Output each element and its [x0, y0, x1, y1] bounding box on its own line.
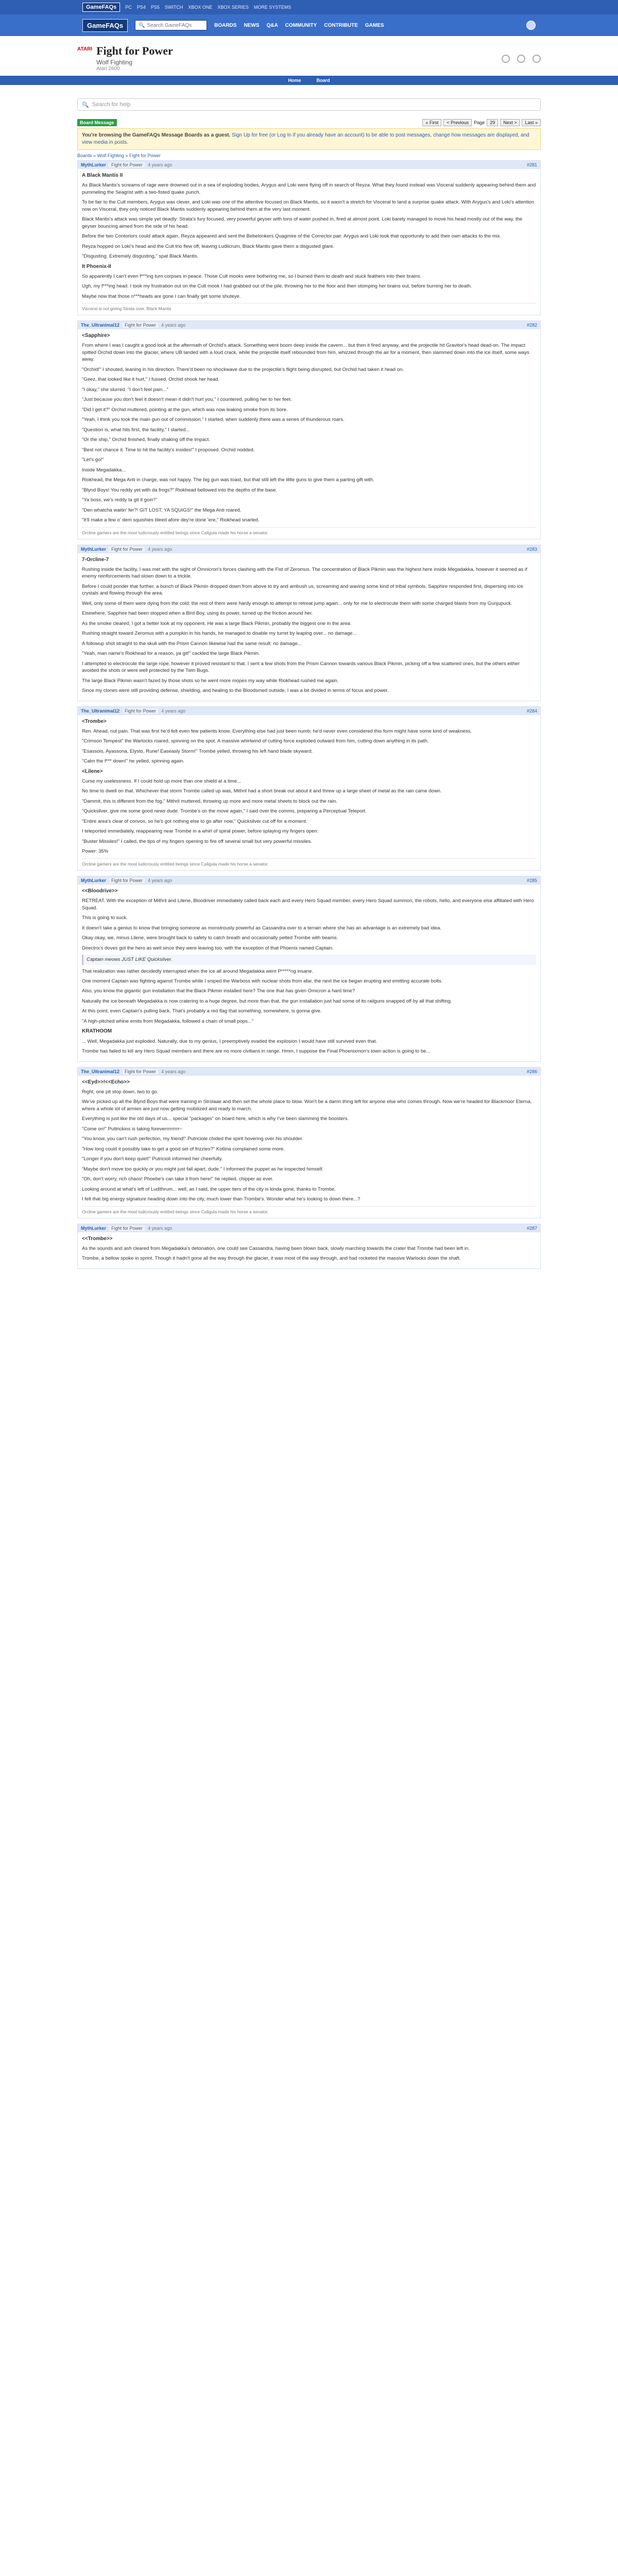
rating-icon[interactable] [517, 55, 525, 63]
post-title: <Sapphire> [82, 333, 110, 339]
post-paragraph: "Orchid!" I shouted, leaning in his direction. There'd been no shockwave due to the projectile's flight being disrupted, but Orchid had taken it head on. [82, 366, 404, 372]
post-paragraph: "Esassois, Ayassona, Elysto, Rune! Easeasly Storm!" Trombe yelled, throwing his left hand blade skyward. [82, 748, 313, 754]
post-paragraph: "Buster Missiles!" I called, the tips of my fingers opening to fire off several small but very powerful missiles. [82, 838, 312, 844]
post-subtitle: It Phoenix-II [82, 263, 111, 269]
post-paragraph: I teleported immediately, reappearing near Trombe in a whirl of spiral power, before splaying my fingers open: [82, 828, 319, 835]
message-post [77, 320, 541, 539]
post-paragraph: "Longer if you don't keep quiet!" Putricioli informed her cheerfully. [82, 1156, 223, 1162]
platform-pc[interactable]: PC [125, 5, 132, 10]
post-author[interactable]: MythLurker [81, 546, 107, 552]
board-search-input[interactable] [77, 98, 541, 111]
page-select[interactable]: 29 [487, 119, 498, 126]
post-paragraph: RETREAT. With the exception of Mithril and Lilene, Bloodriver immediately called back each and every Hero Squad member, every Hero Squad summon, the robots, hello, and everyone else affiliated with Hero Squad. [82, 898, 534, 911]
post-paragraph: Ugh, my f***ing head. I took my frustration out on the Cult mook I had grabbed out of the pile, throwing her to the floor and then stomping her brains out, before burning her to death. [82, 283, 472, 290]
post-paragraph: Inside Megadakka... [82, 467, 126, 473]
post-paragraph: Ren. Ahead, nut pain. That was first he'd felt even few patients know. Everything else had just been numb; he'd never even considered this form might have some kind of weakness. [82, 728, 472, 734]
post-paragraph: No time to dwell on that. Whichever that storm Trombe called up was, Mithril had a short break out about it and threw up a large sheet of metal as the rain came down. [82, 788, 442, 794]
publisher-logo: ATARI [77, 46, 93, 52]
post-paragraph: At this point, even Captain's pulling back. That's probably a red flag that something, somewhere, is gonna give. [82, 1008, 322, 1014]
post-paragraph: "Yeah, I think you took the main gun out of commission." I started, when suddenly there was a series of thunderous roars. [82, 417, 345, 423]
post-date: 4 years ago [148, 546, 173, 552]
post-signature: Visceral is not giving Strata over, Black Mantis [82, 303, 536, 312]
signup-link[interactable]: Sign Up for free (or Log In if you already have an account) to be able to post messages, change how messages are displayed, and view media in posts. [82, 132, 529, 145]
tab-home[interactable]: Home [288, 78, 301, 83]
page-title[interactable]: Fight for Power [96, 44, 173, 57]
nav-contribute[interactable]: CONTRIBUTE [324, 22, 358, 28]
post-number[interactable]: #287 [526, 1225, 537, 1231]
post-paragraph: "Maybe don't move too quickly or you might just fall apart, dude." I informed the puppet as he inspected himself. [82, 1166, 324, 1172]
post-paragraph: So apparently I can't even f***ing turn corpses in peace. Those Cult mooks were bothering me, so I burned them to death and stuck feathers into their brains. [82, 273, 422, 279]
page-label: Page [474, 120, 485, 125]
post-subtitle: <Lilene> [82, 768, 103, 774]
platform-xbox-series[interactable]: XBOX SERIES [217, 5, 249, 10]
post-paragraph: Curse my uselessness. If I could hold up more than one shield at a time... [82, 778, 241, 784]
post-paragraph: "Disgusting. Extremely disgusting," spat Black Mantis. [82, 253, 199, 260]
message-post [77, 1067, 541, 1218]
post-paragraph: "Did I get it?" Orchid muttered, pointing at the gun, which was now leaking smoke from its bore. [82, 406, 288, 413]
post-paragraph: Naturally the ice beneath Megadakka is now cratering to a huge degree, but more than that, the gun installation just had some of its railguns snapped off by all that shifting. [82, 998, 452, 1004]
post-paragraph: This is going to suck. [82, 915, 128, 921]
main-nav [0, 14, 618, 36]
post-paragraph: Well, only some of them were dying from the cold; the rest of them were hardy enough to attempt to retreat jump again... only for me to electrocute them with some charged blasts from my Gunjupuck. [82, 600, 512, 606]
post-title: <<Trombe>> [82, 1235, 113, 1242]
status-badge: Board Message [77, 119, 117, 126]
post-title: <<Bloodrive>> [82, 888, 118, 894]
post-paragraph: ... Well, Megadakka just exploded. Naturally, due to my genius, I preemptively evaded the explosion I would have still survived even that. [82, 1038, 377, 1044]
post-paragraph: A followup shot straight to the skull with the Prism Cannon likewise had the same result: no damage... [82, 640, 302, 647]
game-subtitle: Wolf Fighting [96, 59, 132, 66]
post-number[interactable]: #286 [526, 1069, 537, 1074]
post-sound-effect: KRATHOOM [82, 1028, 112, 1035]
post-paragraph: Trombe, a bellow spoke in sprint. Though it hadn't gone all the way through the glacier, it was most of the way through, and had rocketed the massive Warlocks down the shaft. [82, 1256, 461, 1262]
post-paragraph: The large Black Pikmin wasn't fazed by those shots so he went more mopes my way while Riokhead rushed me again. [82, 677, 339, 684]
guest-notice [77, 128, 541, 150]
post-topic: Fight for Power [109, 547, 145, 552]
platform-more[interactable]: MORE SYSTEMS [253, 5, 291, 10]
platform-ps4[interactable]: PS4 [136, 5, 146, 10]
post-paragraph: As the smoke cleared, I got a better look at my opponent. He was a large Black Pikmin, probably the biggest one in the area. [82, 620, 352, 626]
nav-games[interactable]: GAMES [365, 22, 384, 28]
post-paragraph: "Calm the f*** down!" he yelled, spinning again. [82, 758, 184, 765]
post-topic: Fight for Power [109, 1226, 145, 1231]
nav-boards[interactable]: BOARDS [214, 22, 237, 28]
post-paragraph: "Oh, don't worry, rich chaos! Phoebe's can take it from here!" he replied, chipper as ever. [82, 1176, 273, 1182]
post-title: 7-Orcline-7 [82, 556, 109, 563]
post-paragraph: "Question is, what hits first, the facility," I started... [82, 427, 190, 433]
message-post [77, 160, 541, 315]
post-quote: Captain meows JUST LIKE Quicksilver. [82, 955, 536, 964]
post-paragraph: Black Mantis's attack was simple yet deadly: Strata's fury focused, very powerful geyser with tons of water pushed in, fired at almost point. Loki barely managed to move his head mostly out of the way, the geyser bouncing aimed from the side of his head. [82, 216, 523, 229]
collection-icon[interactable] [533, 55, 541, 63]
game-platform: Atari 2600 [96, 66, 120, 72]
first-page-button[interactable]: « First [422, 119, 441, 126]
nav-news[interactable]: NEWS [244, 22, 260, 28]
post-paragraph: Rushing inside the facility, I was met with the sight of Omnicron's forces clashing with the Fist of Zeromus. The concentration of Black Pikmin was the highest here inside Megadakka, however it seemed as if enemy reinforcements had slown down to a trickle. [82, 566, 527, 580]
tab-board[interactable]: Board [316, 78, 330, 83]
post-topic: Fight for Power [109, 878, 145, 883]
post-paragraph: I attempted to electrocute the large rope, however it proved resistant to that. I sent a few shots from the Prism Cannon towards various Black Pikmin, picking off a few scattered ones, but the others either avoided the shots or were well protected by the Twin Bugs. [82, 660, 520, 674]
post-author[interactable]: MythLurker [81, 1225, 107, 1231]
message-post [77, 1224, 541, 1269]
post-paragraph: Everything is just like the old days of us... special "packages" on board here, which is why I've been slamming the boosters. [82, 1116, 349, 1122]
post-paragraph: "Come on!" Puttrickins is taking foreverrrrrrrrr~ [82, 1126, 182, 1132]
post-paragraph: Looking around at what's left of Ludlthrum... well, as I said, the upper tiers of the city is kinda gone, thanks to Trombe. [82, 1186, 336, 1192]
avatar[interactable] [526, 21, 536, 30]
platform-ps5[interactable]: PS5 [150, 5, 160, 10]
board-search-placeholder: Search for help [92, 101, 131, 108]
post-paragraph: "Blynd Boys! You reddy yet with da frogs?" Riokhead bellowed into the depths of the base. [82, 487, 278, 493]
site-logo[interactable]: GameFAQs [82, 19, 128, 32]
post-paragraph: That realization was rather decidedly interrupted when the ice all around Megadakka went P*****ng insane. [82, 968, 313, 974]
post-topic: Fight for Power [123, 1069, 158, 1074]
post-paragraph: I felt that big energy signature heading down into the city, much lower than Trombe's. Wonder what he's looking to down there...? [82, 1196, 360, 1202]
post-paragraph: It doesn't take a genius to know that bringing someone as monstrously powerful as Cassandra over to a terrain where she has an advantage is an extremely bad idea. [82, 925, 441, 931]
post-paragraph: "Yeah, man name's Riokhead for a reason, ya git!" cackled the large Black Pikmin. [82, 651, 260, 657]
post-paragraph: "Den whatcha waitin' fer?! GIT LOST, YA SQUIGS!" the Mega Anti roared. [82, 507, 242, 513]
post-paragraph: Directrix's doves got the hero as well since they were leaving too, with the exception of that Phoenix named Captain. [82, 945, 334, 951]
search-icon: 🔍 [139, 22, 145, 28]
nav-qa[interactable]: Q&A [266, 22, 278, 28]
post-signature: Orcline gamers are the most ludicrously entitled beings since Caligula made his horse a senator. [82, 858, 536, 867]
prev-page-button[interactable]: < Previous [443, 119, 472, 126]
post-paragraph: Okay okay, we, minus Lilene, were brought back to safety to catch breath and occasionally pelted Trombe with beams. [82, 935, 338, 941]
platform-switch[interactable]: SWITCH [164, 5, 183, 10]
post-author[interactable]: The_Ultranimal12 [81, 1069, 120, 1074]
message-post [77, 545, 541, 701]
post-paragraph: "Ya boss, we's reddy ta git it goin'!" [82, 497, 158, 503]
post-date: 4 years ago [148, 162, 173, 167]
post-paragraph: "Entire area's clear of convos, so he's got nothing else to go after now," Quicksilver cut off for a moment. [82, 818, 307, 824]
post-paragraph: One moment Captain was fighting against Trombe while I sniped the Warboss with nuclear shots from afar, the next the ice began erupting and emitting accurate bolts. [82, 978, 443, 984]
post-number[interactable]: #282 [526, 323, 537, 328]
post-date: 4 years ago [161, 323, 186, 328]
post-paragraph: Maybe now that those n***heads are gone I can finally get some shuteye. [82, 293, 241, 299]
nav-community[interactable]: COMMUNITY [285, 22, 317, 28]
post-number[interactable]: #281 [526, 162, 537, 167]
post-paragraph: As Black Mantis's screams of rage were drowned out in a sea of exploding bodies, Arygus and Loki were flying off in search of Reyza. What they found instead was Visceral suddenly appearing behind them and pummeling the Seagrist with a two-fisted quake punch. [82, 182, 536, 195]
post-title: A Black Mantis II [82, 173, 123, 178]
post-paragraph: From where I was I caught a good look at the aftermath of Orchid's attack. Something went boom deep inside the cavern... but then it fired anyway, and the projectile hit Gravitor's head dead-on. The impact spitted Orchid down into the glacier, where UB landed with a loud crack, while the projectile itself rebounded from him, whizzed through the air for a moment, then slammed down into the ice itself, some ways away. [82, 343, 529, 363]
search-icon: 🔍 [82, 101, 89, 108]
post-paragraph: To be fair to the Cult members, Arygus was clever, and Loki was one of the attentive focused on Black Mantis, so it wasn't a stretch for Visceral to land a surprise quake attack. With Arygus's and Loki's attention now on Visceral, they only noticed Black Mantis suddenly appearing behind them at the very last moment. [82, 199, 535, 212]
post-paragraph: "It'll make a few o' dem squishies bleed afore dey're done 'ere," Riokhead snarled. [82, 517, 260, 523]
post-paragraph: "Dammit, this is different from the fog," Mithril muttered, throwing up more and more metal sheets to block out the rain. [82, 798, 338, 804]
platform-xbox-one[interactable]: XBOX ONE [188, 5, 213, 10]
message-post [77, 876, 541, 1062]
last-page-button[interactable]: Last » [522, 119, 541, 126]
post-author[interactable]: The_Ultranimal12 [81, 323, 120, 328]
post-date: 4 years ago [148, 877, 173, 883]
post-date: 4 years ago [161, 1069, 186, 1074]
favorite-icon[interactable] [502, 55, 510, 63]
post-paragraph: Trombe has failed to kill any Hero Squad members and there are no more civilians in range. Hmm, I suppose the Final Phoenixmon's town action is going to be... [82, 1048, 431, 1055]
post-signature: Orcline gamers are the most ludicrously entitled beings since Caligula made his horse a senator. [82, 1206, 536, 1215]
post-paragraph: Right, one pit stop down, two to go. [82, 1089, 159, 1095]
game-tabs [0, 76, 618, 85]
platform-bar [0, 0, 618, 14]
message-post [77, 706, 541, 871]
post-number[interactable]: #283 [526, 546, 537, 552]
post-topic: Fight for Power [109, 162, 145, 167]
post-date: 4 years ago [161, 708, 186, 714]
post-number[interactable]: #285 [526, 877, 537, 883]
post-paragraph: "I okay," she slurred. "I don't feel pain..." [82, 386, 168, 393]
post-paragraph: "Quicksilver, give me some good news dude. Trombe's on the move again," I said over the comms, preparing a Perceptual Teleport. [82, 808, 367, 815]
next-page-button[interactable]: Next > [500, 119, 520, 126]
post-paragraph: Rushing straight toward Zeromus with a pumpkin in his hands, he managed to disable my turret by leaping over... no damage... [82, 631, 357, 637]
breadcrumb[interactable]: Boards » Wolf Fighting » Fight for Power [77, 153, 161, 158]
post-paragraph: "Or the ship," Orchid finished, finally shaking off the impact. [82, 437, 210, 443]
pagination [77, 119, 541, 126]
post-paragraph: "Geez, that looked like it hurt," I fussed. Orchid shook her head. [82, 377, 220, 383]
post-author[interactable]: The_Ultranimal12 [81, 708, 120, 714]
post-paragraph: "How long could it possibly take to get a good set of frizzies?" Kotlina complained some more. [82, 1146, 285, 1152]
post-paragraph: "Let's go!" [82, 457, 104, 463]
post-number[interactable]: #284 [526, 708, 537, 714]
post-paragraph: Riokhead, the Mega Anti in charge, was not happy. The big gun was toast, but that still left the little guns to give them a parting gift with. [82, 477, 374, 483]
post-paragraph: Since my clones were still providing defense, shielding, and healing to the Bloodsmed outside, I was a bit divided in terms of focus and power. [82, 688, 389, 694]
post-date: 4 years ago [148, 1225, 173, 1231]
post-author[interactable]: MythLurker [81, 877, 107, 883]
post-signature: Orcline gamers are the most ludicrously entitled beings since Caligula made his horse a senator. [82, 527, 536, 536]
post-paragraph: Reyza hopped on Loki's head and the Cult trio flew off, leaving Ludlicrum, Black Mantis gave them a disgusted glare. [82, 243, 335, 249]
post-paragraph: Power: 35% [82, 849, 109, 855]
game-header [77, 36, 541, 76]
post-paragraph: Before the two Contoriors could attack again, Reyza appeared and sent the Bebelonkers Quagmire of the Corrector pair. Arygus and Loki took that opportunity to add their own attacks to the mix. [82, 233, 502, 240]
post-paragraph: Also, you know the gigantic gun installation that the Black Pikmin installed here? The one that has given Omicron a hard time? [82, 988, 355, 994]
guest-notice-text: You're browsing the GameFAQs Message Boards as a guest. [82, 132, 231, 138]
post-paragraph: "A high-pitched whine emits from Megadakka, followed a chain of small pops..." [82, 1018, 254, 1024]
topbar-logo[interactable]: GameFAQs [82, 3, 120, 12]
site-search-placeholder: Search GameFAQs [147, 22, 192, 28]
post-topic: Fight for Power [123, 708, 158, 714]
post-paragraph: "Crimson Tempest" the Warlocks roared, spinning on the spot. A massive whirlwind of cutting force exploded outward from him, cutting down anything in its path. [82, 738, 429, 744]
post-author[interactable]: MythLurker [81, 162, 107, 167]
post-topic: Fight for Power [123, 323, 158, 328]
post-paragraph: Elsewhere, Sapphire had been stopped when a Bird Boy, using its power, turned up the friction around her. [82, 611, 313, 617]
site-search-input[interactable] [135, 20, 207, 30]
post-paragraph: "Just because you don't feel it doesn't mean it didn't hurt you," I countered, pulling her to her feet. [82, 397, 292, 403]
post-paragraph: "You know, you can't rush perfection, my friend!" Putriciole chided the spirit hovering over his shoulder. [82, 1136, 303, 1142]
post-title: <Trombe> [82, 718, 107, 724]
post-title: <<Eyd>>!<<Echo>> [82, 1079, 130, 1085]
post-paragraph: We've picked up all the Blynd Boys that were training in Strolaae and then set the whole place to blow. Won't be a damn thing left for anyone else who comes through. Now we're headed for Blackmoor Eterna, where a whole lot of armies are just now getting mobilized and ready to march. [82, 1099, 532, 1112]
post-paragraph: As the sounds and ash cleared from Megadakka's detonation, one could see Cassandra, having been blown back, slowly marching towards the crater that Trombe had been left in. [82, 1245, 470, 1251]
post-paragraph: "Best not chance it. Time to hit the facility's insides!" I proposed. Orchid nodded. [82, 447, 255, 453]
post-paragraph: Before I could ponder that further, a bunch of Black Pikmin dropped down from above to try and ambush us, screaming and waving some kind of tribal symbols. Sapphire responded first, dispersing into ice crystals and flowing through the area. [82, 583, 524, 597]
